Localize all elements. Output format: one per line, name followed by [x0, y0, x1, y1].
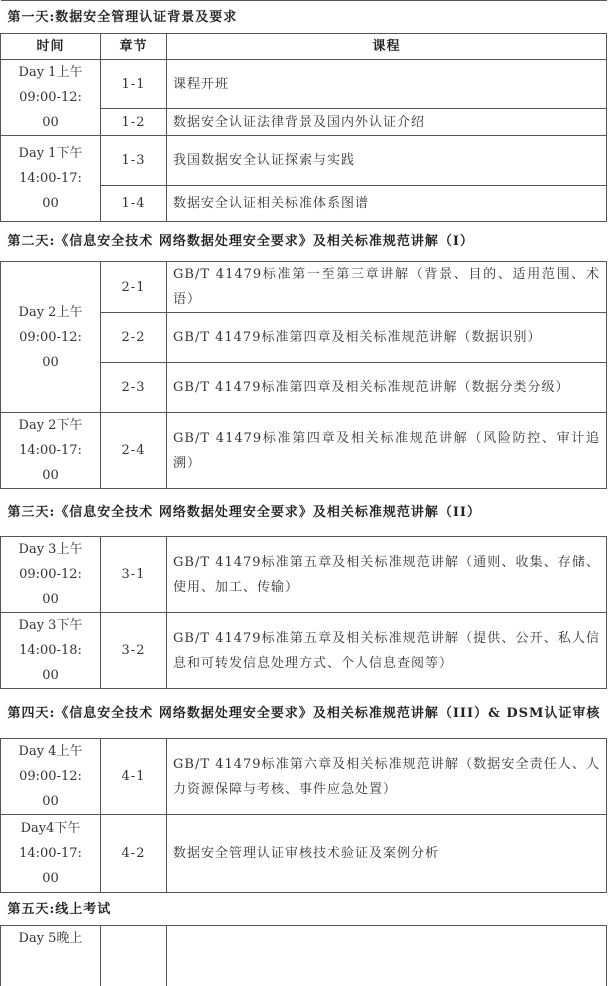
- time-cell: [1, 613, 101, 689]
- section-cell: 2-4: [101, 413, 167, 489]
- time-line: 09:00-12:: [19, 769, 82, 784]
- time-cell: [1, 815, 101, 893]
- time-header: 时间: [1, 34, 101, 60]
- time-line: Day 3上午: [18, 542, 83, 557]
- section-cell: 3-2: [101, 613, 167, 689]
- schedule-body: [1, 1, 607, 986]
- time-cell: [1, 136, 101, 222]
- time-line: 09:00-12:: [19, 329, 82, 345]
- day-title-row: [1, 222, 607, 262]
- day-title: 第二天:《信息安全技术 网络数据处理安全要求》及相关标准规范讲解（I）: [1, 222, 607, 262]
- section-cell: 2-3: [101, 363, 167, 413]
- schedule-row: [1, 60, 607, 109]
- header-row: [1, 34, 607, 60]
- section-cell: 4-2: [101, 815, 167, 893]
- time-line: 00: [42, 354, 59, 370]
- time-cell: [1, 413, 101, 489]
- time-line: Day 2上午: [18, 304, 83, 320]
- section-cell: 4-1: [101, 739, 167, 815]
- course-cell: GB/T 41479标准第四章及相关标准规范讲解（数据识别）: [167, 313, 607, 363]
- time-line: 14:00-17:: [19, 846, 82, 861]
- time-line: Day 1下午: [18, 146, 83, 161]
- time-line: Day 2下午: [18, 418, 83, 433]
- time-cell: [1, 926, 101, 986]
- time-line: Day 5晚上: [18, 931, 83, 946]
- course-cell: GB/T 41479标准第一至第三章讲解（背景、目的、适用范围、术语）: [167, 262, 607, 313]
- time-line: Day 4上午: [18, 744, 83, 759]
- schedule-row: [1, 413, 607, 489]
- schedule-row: [1, 537, 607, 613]
- day-title-row: [1, 893, 607, 926]
- section-cell: 1-1: [101, 60, 167, 109]
- time-line: 00: [42, 794, 59, 809]
- section-header: 章节: [101, 34, 167, 60]
- course-cell: GB/T 41479标准第六章及相关标准规范讲解（数据安全责任人、人力资源保障与考核、事件应急处置）: [167, 739, 607, 815]
- section-cell: [101, 926, 167, 986]
- section-cell: 1-2: [101, 109, 167, 136]
- day-title: 第四天:《信息安全技术 网络数据处理安全要求》及相关标准规范讲解（III）& DSM认证审核: [1, 689, 607, 739]
- time-line: 14:00-17:: [19, 443, 82, 458]
- course-header: 课程: [167, 34, 607, 60]
- time-line: 14:00-17:: [19, 171, 82, 186]
- time-cell: [1, 60, 101, 136]
- course-cell: 数据安全管理认证审核技术验证及案例分析: [167, 815, 607, 893]
- schedule-row: [1, 815, 607, 893]
- section-cell: 3-1: [101, 537, 167, 613]
- course-cell: GB/T 41479标准第四章及相关标准规范讲解（风险防控、审计追溯）: [167, 413, 607, 489]
- day-title-row: [1, 1, 607, 34]
- day-title: 第三天:《信息安全技术 网络数据处理安全要求》及相关标准规范讲解（II）: [1, 489, 607, 537]
- course-cell: 数据安全认证法律背景及国内外认证介绍: [167, 109, 607, 136]
- schedule-row: [1, 926, 607, 986]
- schedule-row: [1, 262, 607, 313]
- time-cell: [1, 739, 101, 815]
- course-cell: 课程开班: [167, 60, 607, 109]
- time-line: 00: [42, 871, 59, 886]
- section-cell: 1-3: [101, 136, 167, 186]
- schedule-row: [1, 613, 607, 689]
- course-cell: 数据安全认证相关标准体系图谱: [167, 186, 607, 222]
- time-line: 00: [42, 115, 59, 130]
- course-cell: GB/T 41479标准第五章及相关标准规范讲解（通则、收集、存储、使用、加工、传输）: [167, 537, 607, 613]
- day-title: 第一天:数据安全管理认证背景及要求: [1, 1, 607, 34]
- time-cell: [1, 262, 101, 413]
- time-line: Day 3下午: [18, 618, 83, 633]
- course-cell: GB/T 41479标准第五章及相关标准规范讲解（提供、公开、私人信息和可转发信息处理方式、个人信息查阅等）: [167, 613, 607, 689]
- time-line: 00: [42, 468, 59, 483]
- course-cell: GB/T 41479标准第四章及相关标准规范讲解（数据分类分级）: [167, 363, 607, 413]
- time-line: 00: [42, 592, 59, 607]
- time-line: Day 1上午: [18, 65, 83, 80]
- time-line: 14:00-18:: [19, 643, 82, 658]
- day-title-row: [1, 689, 607, 739]
- schedule-row: [1, 136, 607, 186]
- time-line: 09:00-12:: [19, 90, 82, 105]
- time-line: 00: [42, 196, 59, 211]
- day-title-row: [1, 489, 607, 537]
- section-cell: 2-1: [101, 262, 167, 313]
- section-cell: 2-2: [101, 313, 167, 363]
- course-cell: [167, 926, 607, 986]
- course-cell: 我国数据安全认证探索与实践: [167, 136, 607, 186]
- day-title: 第五天:线上考试: [1, 893, 607, 926]
- schedule-row: [1, 739, 607, 815]
- section-cell: 1-4: [101, 186, 167, 222]
- time-line: 00: [42, 668, 59, 683]
- time-line: 09:00-12:: [19, 567, 82, 582]
- time-line: Day4下午: [20, 821, 81, 836]
- time-cell: [1, 537, 101, 613]
